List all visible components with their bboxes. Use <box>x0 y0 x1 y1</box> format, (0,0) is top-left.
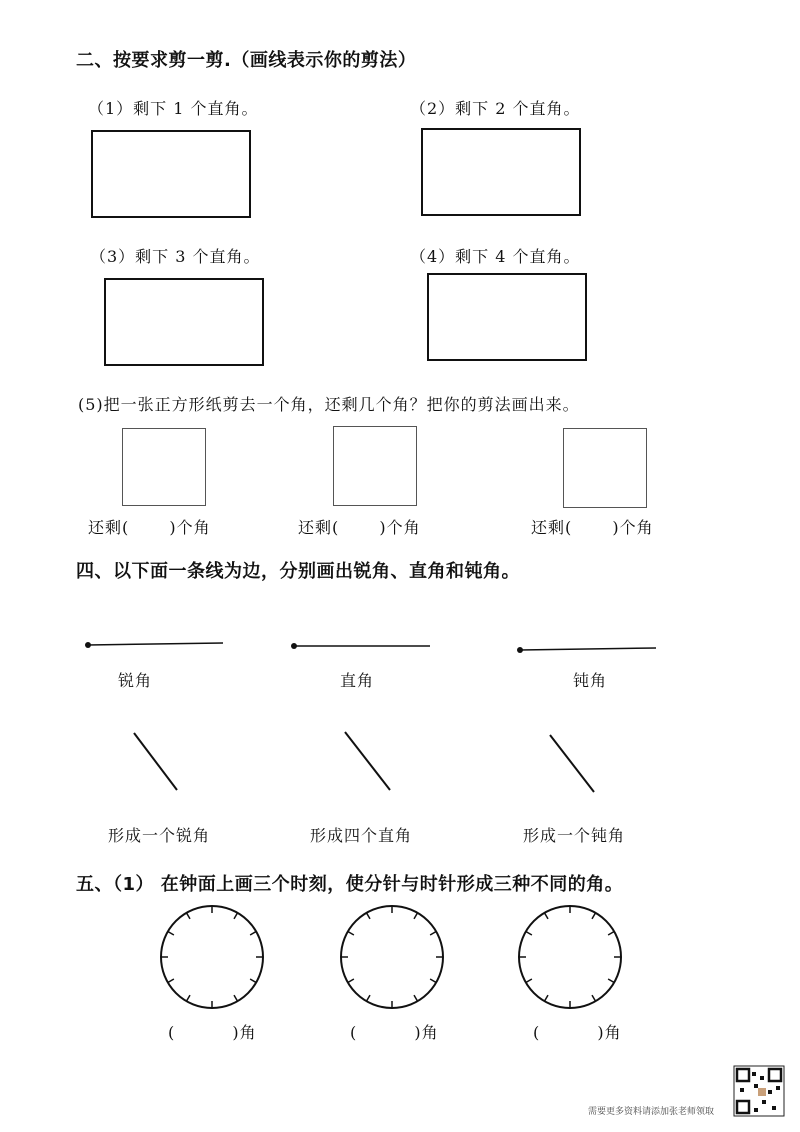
hour-tick <box>545 913 549 919</box>
acute-angle-label: 锐角 <box>118 671 153 690</box>
remain-answer-2[interactable]: 还剩( )个角 <box>298 518 421 537</box>
hour-tick <box>592 913 596 919</box>
hour-tick <box>187 913 191 919</box>
hour-tick <box>430 979 436 983</box>
hour-tick <box>414 995 418 1001</box>
hour-tick <box>526 979 532 983</box>
section2-title: 二、按要求剪一剪.（画线表示你的剪法） <box>76 50 417 71</box>
remain-answer-1[interactable]: 还剩( )个角 <box>88 518 211 537</box>
question-1: （1）剩下 1 个直角。 <box>88 99 259 118</box>
diagonal-line-2[interactable] <box>345 732 390 790</box>
question-4: （4）剩下 4 个直角。 <box>410 247 581 266</box>
ray-acute[interactable] <box>88 643 223 645</box>
clock-answer-3[interactable]: ( )角 <box>533 1023 622 1042</box>
hour-tick <box>348 932 354 936</box>
hour-tick <box>545 995 549 1001</box>
hour-tick <box>168 932 174 936</box>
hour-tick <box>367 913 371 919</box>
form-obtuse-label: 形成一个钝角 <box>523 826 626 845</box>
hour-tick <box>234 995 238 1001</box>
form-right-label: 形成四个直角 <box>310 826 413 845</box>
obtuse-angle-label: 钝角 <box>573 671 608 690</box>
question-3: （3）剩下 3 个直角。 <box>90 247 261 266</box>
hour-tick <box>250 932 256 936</box>
ray-acute-vertex <box>85 642 91 648</box>
hour-tick <box>592 995 596 1001</box>
question-5: (5)把一张正方形纸剪去一个角，还剩几个角？把你的剪法画出来。 <box>78 395 580 414</box>
ray-obtuse-vertex <box>517 647 523 653</box>
question-2: （2）剩下 2 个直角。 <box>410 99 581 118</box>
hour-tick <box>430 932 436 936</box>
hour-tick <box>187 995 191 1001</box>
footer-note: 需要更多资料请添加张老师领取 <box>588 1107 715 1117</box>
right-angle-label: 直角 <box>340 671 375 690</box>
hour-tick <box>234 913 238 919</box>
remain-answer-3[interactable]: 还剩( )个角 <box>531 518 654 537</box>
clock-face-3[interactable] <box>519 906 621 1008</box>
qr-code <box>734 1066 784 1116</box>
ray-right-vertex <box>291 643 297 649</box>
ray-obtuse[interactable] <box>520 648 656 650</box>
hour-tick <box>608 979 614 983</box>
diagonal-line-3[interactable] <box>550 735 594 792</box>
hour-tick <box>168 979 174 983</box>
section4-title: 四、以下面一条线为边，分别画出锐角、直角和钝角。 <box>76 561 520 582</box>
clock-face-2[interactable] <box>341 906 443 1008</box>
form-acute-label: 形成一个锐角 <box>108 826 211 845</box>
hour-tick <box>348 979 354 983</box>
hour-tick <box>250 979 256 983</box>
clock-face-1[interactable] <box>161 906 263 1008</box>
clock-answer-2[interactable]: ( )角 <box>350 1023 439 1042</box>
hour-tick <box>526 932 532 936</box>
diagonal-line-1[interactable] <box>134 733 177 790</box>
section5-title: 五、（1） 在钟面上画三个时刻，使分针与时针形成三种不同的角。 <box>76 874 624 895</box>
hour-tick <box>414 913 418 919</box>
hour-tick <box>367 995 371 1001</box>
clock-answer-1[interactable]: ( )角 <box>168 1023 257 1042</box>
hour-tick <box>608 932 614 936</box>
